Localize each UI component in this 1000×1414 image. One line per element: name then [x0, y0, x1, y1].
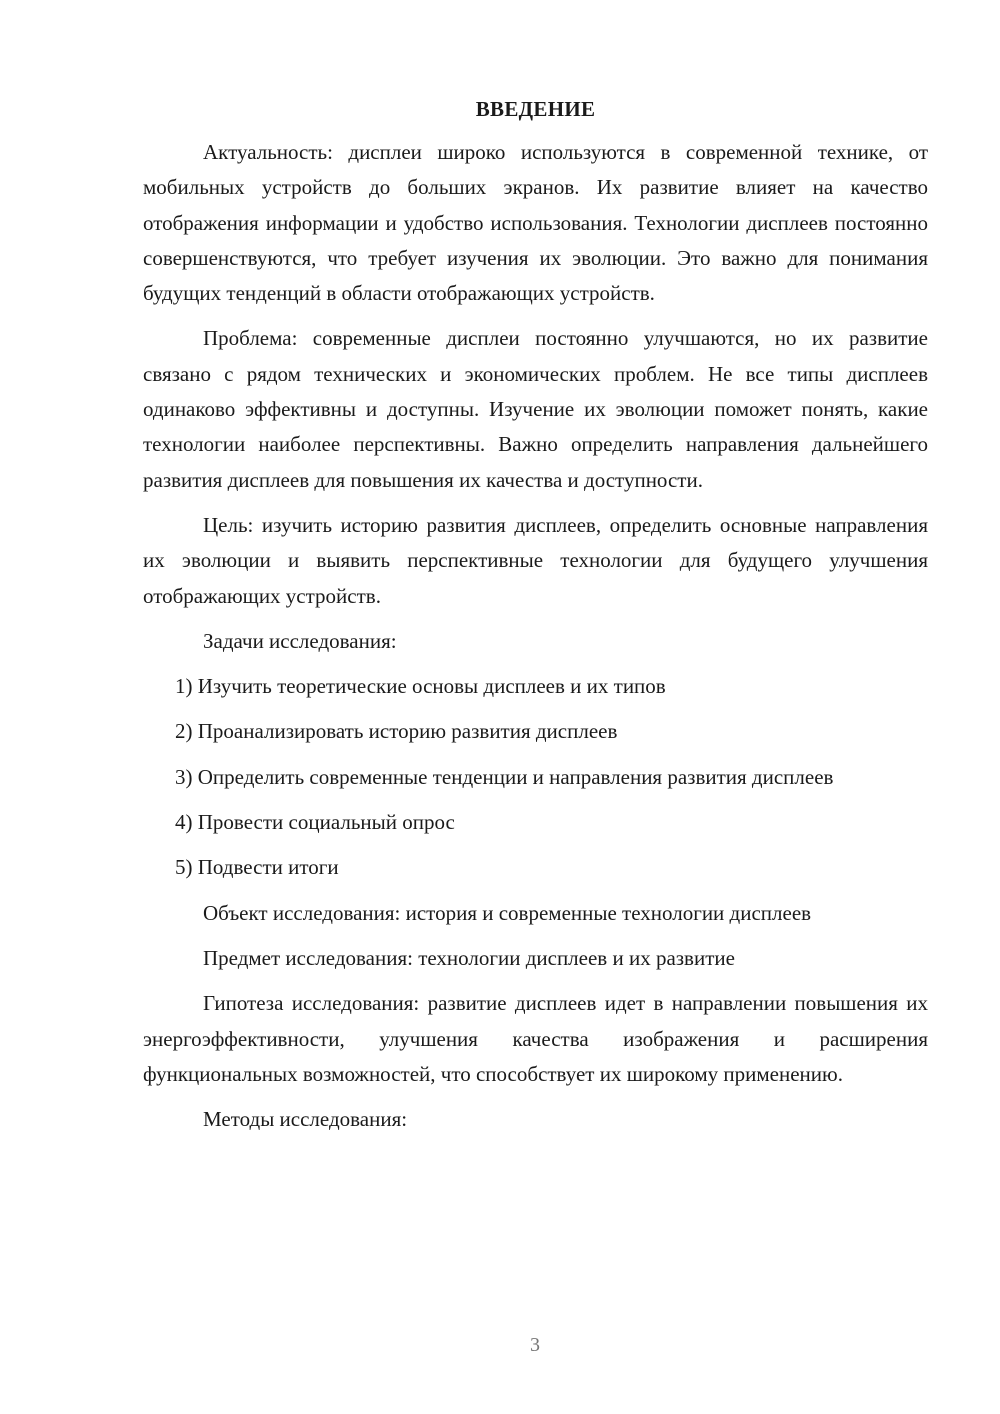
list-item: 1) Изучить теоретические основы дисплеев и их типов [175, 674, 666, 699]
list-item: 5) Подвести итоги [175, 855, 339, 880]
paragraph-problem: Проблема: современные дисплеи постоянно улучшаются, но их развитие связано с рядом технических и экономических проблем. Не все типы дисплеев одинаково эффективны и доступны. Изучение их эволюции поможет понять, какие технологии наиболее перспективны. Важно определить направления дальнейшего развития дисплеев для повышения их качества и доступности. [143, 326, 928, 492]
paragraph-subject: Предмет исследования: технологии дисплеев и их развитие [203, 945, 735, 970]
tasks-heading: Задачи исследования: [203, 628, 397, 653]
paragraph-goal: Цель: изучить историю развития дисплеев, определить основные направления их эволюции и выявить перспективные технологии для будущего улучшения отображающих устройств. [143, 512, 928, 608]
list-item: 2) Проанализировать историю развития дисплеев [175, 719, 618, 744]
document-page [143, 92, 928, 1147]
methods-heading: Методы исследования: [203, 1107, 408, 1132]
list-item: 3) Определить современные тенденции и направления развития дисплеев [175, 764, 834, 789]
tasks-list [143, 669, 928, 885]
page-title: ВВЕДЕНИЕ [475, 97, 596, 121]
paragraph-relevance: Актуальность: дисплеи широко используются в современной технике, от мобильных устройств до больших экранов. Их развитие влияет на качество отображения информации и удобство использования. Технологии дисплеев постоянно совершенствуются, что требует изучения их эволюции. Это важно для понимания будущих тенденций в области отображающих устройств. [143, 140, 928, 306]
paragraph-hypothesis: Гипотеза исследования: развитие дисплеев идет в направлении повышения их энергоэффективности, улучшения качества изображения и расширения функциональных возможностей, что способствует их широкому применению. [143, 991, 928, 1086]
paragraph-object: Объект исследования: история и современные технологии дисплеев [203, 900, 812, 925]
page-number: 3 [530, 1334, 540, 1356]
list-item: 4) Провести социальный опрос [175, 810, 455, 835]
